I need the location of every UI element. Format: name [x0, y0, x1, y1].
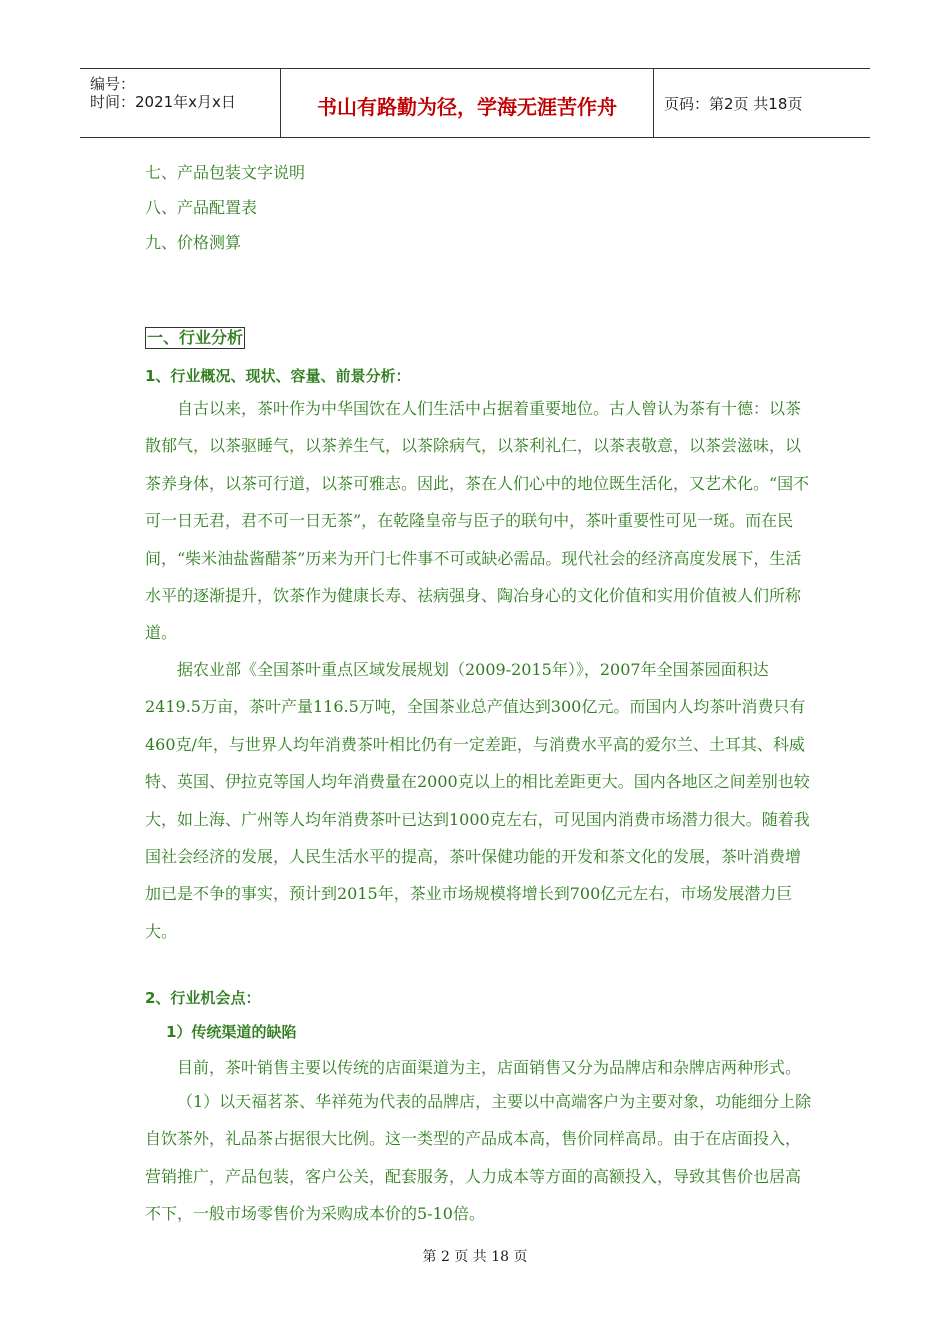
- document-number-label: 编号：: [90, 75, 136, 93]
- toc-item-9: 九、价格测算: [145, 233, 242, 252]
- body-paragraph-2: 据农业部《全国茶叶重点区域发展规划（2009-2015年）》，2007年全国茶园面积达2419.5万亩，茶叶产量116.5万吨，全国茶业总产值达到300亿元。而国内人均茶叶消费只有460克/年，与世界人均年消费茶叶相比仍有一定差距，与消费水平高的爱尔兰、土耳其、科威特、英国、伊拉克等国人均年消费量在2000克以上的相比差距更大。国内各地区之间差别也较大，如上海、广州等人均年消费茶叶已达到1000克左右，可见国内消费市场潜力很大。随着我国社会经济的发展，人民生活水平的提高，茶叶保健功能的开发和茶文化的发展，茶叶消费增加已是不争的事实，预计到2015年，茶业市场规模将增长到700亿元左右，市场发展潜力巨大。: [145, 660, 810, 941]
- header-motto-cell: [281, 69, 654, 137]
- body-paragraph-1: 自古以来，茶叶作为中华国饮在人们生活中占据着重要地位。古人曾认为茶有十德：以茶散郁气，以茶驱睡气，以茶养生气，以茶除病气，以茶利礼仁，以茶表敬意，以茶尝滋味，以茶养身体，以茶可行道，以茶可雅志。因此，茶在人们心中的地位既生活化，又艺术化。“国不可一日无君，君不可一日无茶”，在乾隆皇帝与臣子的联句中，茶叶重要性可见一斑。而在民间，“柴米油盐酱醋茶”历来为开门七件事不可或缺必需品。现代社会的经济高度发展下，生活水平的逐渐提升，饮茶作为健康长寿、祛病强身、陶冶身心的文化价值和实用价值被人们所称道。: [145, 399, 810, 643]
- body-paragraph-3: 目前，茶叶销售主要以传统的店面渠道为主，店面销售又分为品牌店和杂牌店两种形式。: [177, 1058, 802, 1077]
- toc-item-7: 七、产品包装文字说明: [145, 163, 306, 182]
- section-title: 一、行业分析: [147, 328, 244, 347]
- subsection-title-overview: 1、行业概况、现状、容量、前景分析：: [145, 367, 411, 385]
- subsection-title-channel-defects: 1）传统渠道的缺陷: [166, 1023, 297, 1041]
- page-header: [80, 68, 870, 138]
- document-date-label: 时间：2021年x月x日: [90, 93, 236, 111]
- header-meta-cell: [80, 69, 281, 137]
- subsection-title-opportunity: 2、行业机会点：: [145, 989, 261, 1007]
- header-motto: 书山有路勤为径，学海无涯苦作舟: [317, 95, 617, 119]
- header-page-number: 页码：第2页 共18页: [664, 95, 803, 113]
- body-paragraph-4: （1）以天福茗茶、华祥苑为代表的品牌店，主要以中高端客户为主要对象，功能细分上除自饮茶外，礼品茶占据很大比例。这一类型的产品成本高，售价同样高昂。由于在店面投入，营销推广，产品包装，客户公关，配套服务，人力成本等方面的高额投入，导致其售价也居高不下，一般市场零售价为采购成本价的5-10倍。: [145, 1092, 812, 1224]
- page-footer: 第 2 页 共 18 页: [422, 1249, 528, 1265]
- header-page-cell: [654, 69, 870, 137]
- toc-item-8: 八、产品配置表: [145, 198, 258, 217]
